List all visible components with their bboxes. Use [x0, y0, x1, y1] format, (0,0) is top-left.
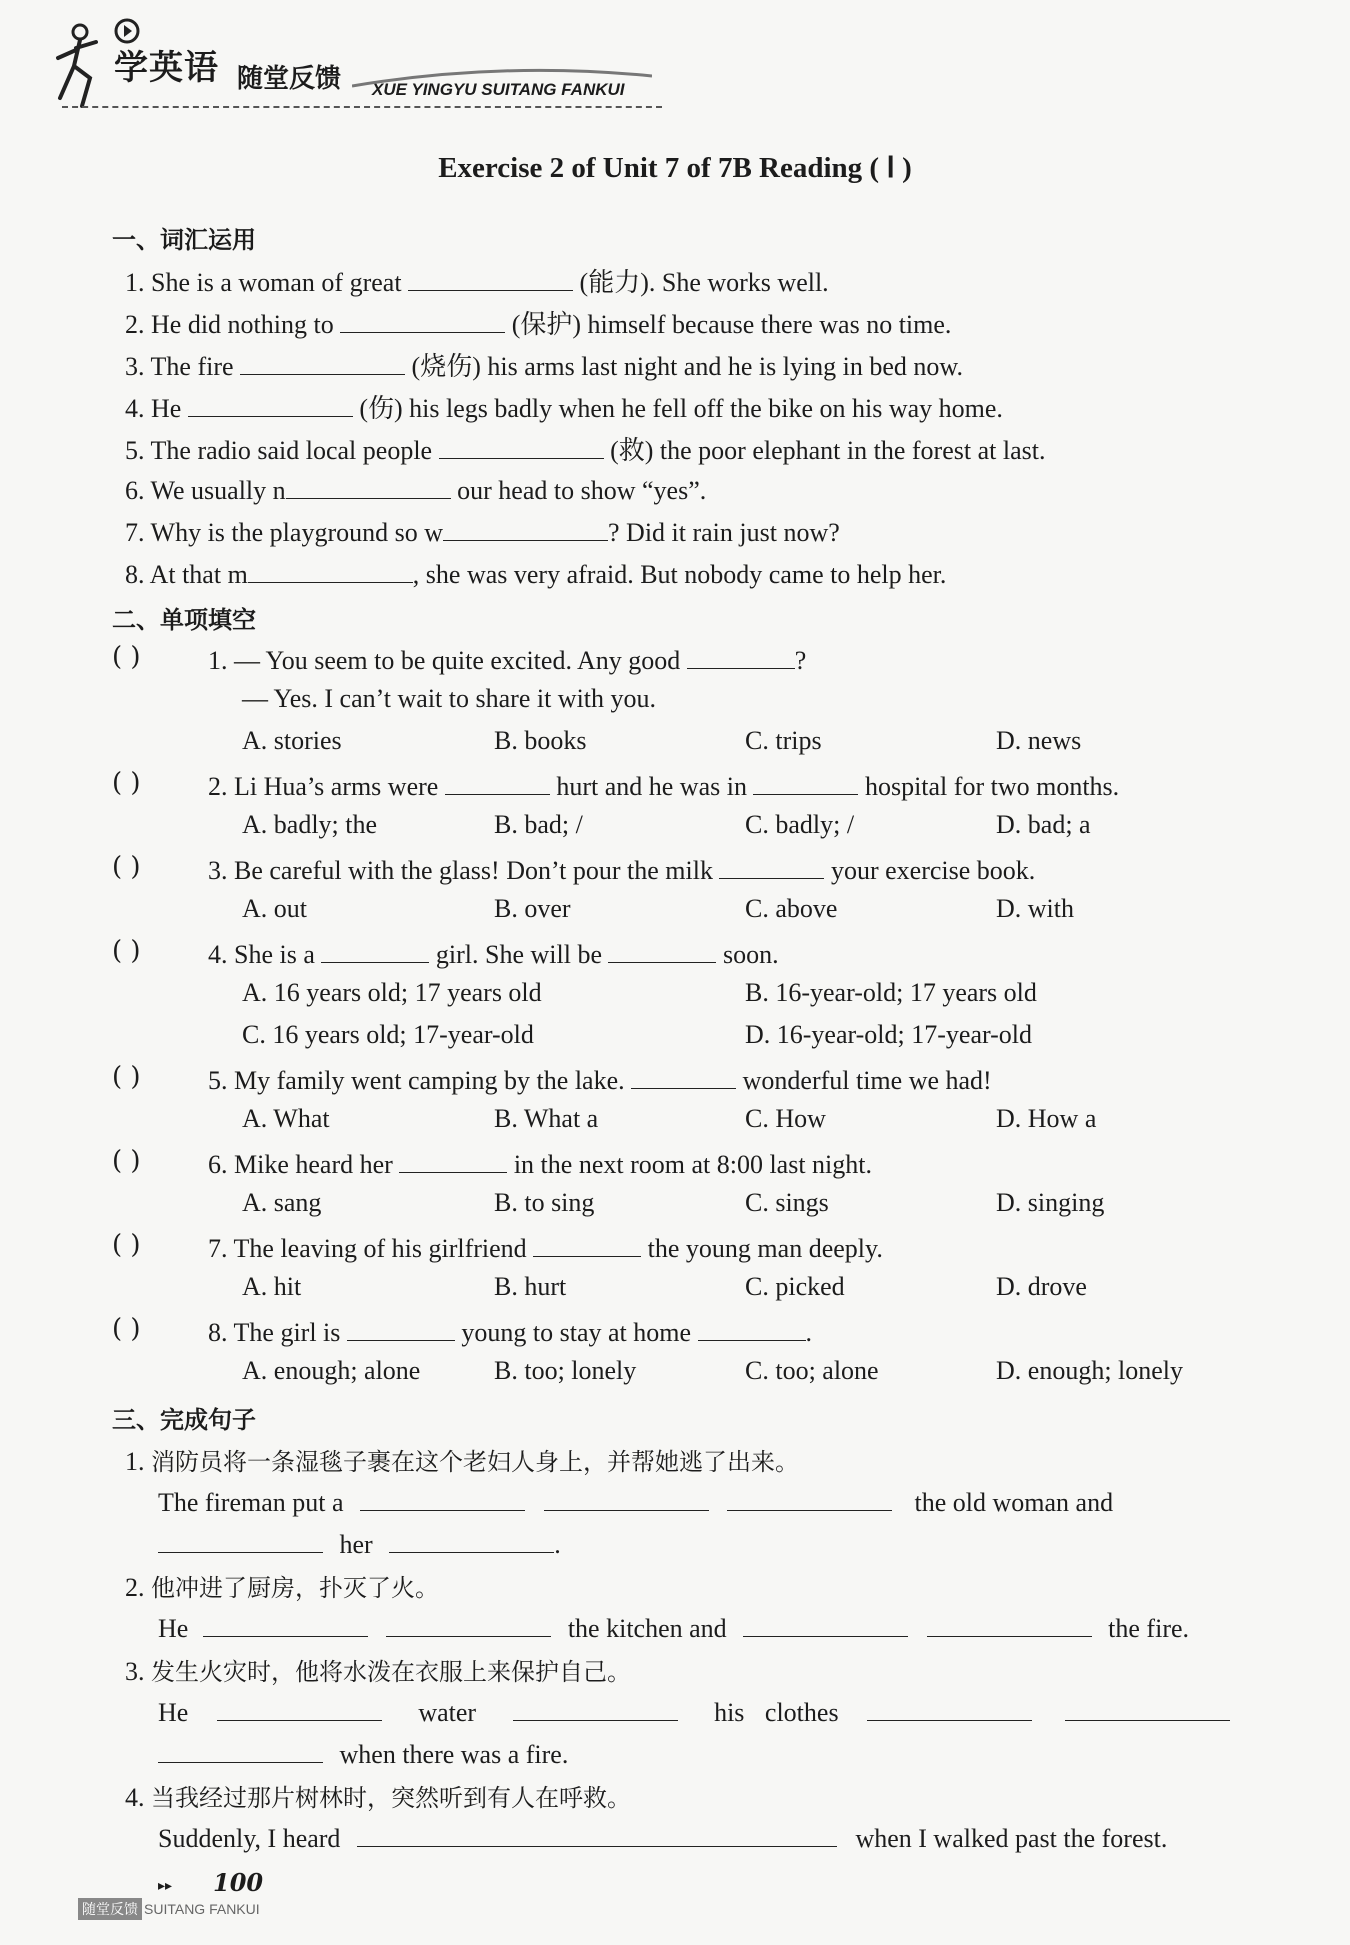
- question-number: 4.: [208, 940, 228, 969]
- footer-brand-english: SUITANG FANKUI: [144, 1901, 260, 1917]
- item-text: our head to show “yes”.: [457, 476, 707, 505]
- vocab-item-1: [125, 262, 829, 299]
- option-c[interactable]: C. picked: [745, 1272, 845, 1301]
- section-heading-multiple-choice: 二、单项填空: [112, 606, 256, 634]
- option-b[interactable]: B. to sing: [494, 1188, 595, 1217]
- mc-question-5: [208, 1062, 992, 1096]
- question-number: 2.: [208, 772, 228, 801]
- sentence-text: when I walked past the forest.: [855, 1824, 1168, 1853]
- sentence-text: when there was a fire.: [339, 1740, 569, 1769]
- chinese-prompt: 消防员将一条湿毯子裹在这个老妇人身上，并帮她逃了出来。: [151, 1448, 799, 1476]
- question-text: The leaving of his girlfriend: [233, 1234, 527, 1263]
- item-text: At that m: [149, 560, 248, 589]
- footer-brand-chinese: 随堂反馈: [78, 1898, 142, 1920]
- question-text: the young man deeply.: [647, 1234, 883, 1263]
- vocab-item-7: [125, 514, 840, 548]
- answer-paren[interactable]: ( ): [112, 1230, 141, 1260]
- answer-blank[interactable]: [443, 514, 608, 541]
- option-d[interactable]: D. singing: [996, 1188, 1105, 1217]
- question-number: 8.: [208, 1318, 228, 1347]
- chinese-prompt: 发生火灾时，他将水泼在衣服上来保护自己。: [151, 1658, 631, 1686]
- answer-blank[interactable]: [533, 1230, 641, 1257]
- mc-question-3: [208, 852, 1035, 886]
- answer-blank[interactable]: [389, 1526, 554, 1553]
- answer-blank[interactable]: [698, 1314, 806, 1341]
- answer-blank[interactable]: [445, 768, 550, 795]
- option-d[interactable]: D. news: [996, 726, 1082, 755]
- sentence-text: the fire.: [1108, 1614, 1190, 1643]
- mc-question-1: [208, 642, 806, 676]
- answer-blank[interactable]: [340, 306, 505, 333]
- chinese-prompt: 当我经过那片树林时，突然听到有人在呼救。: [151, 1784, 631, 1812]
- option-c[interactable]: C. 16 years old; 17-year-old: [242, 1020, 534, 1049]
- item-text: (烧伤) his arms last night and he is lying in bed now.: [411, 352, 964, 381]
- sentence-2-chinese: [125, 1568, 439, 1603]
- sentence-3-english: [158, 1694, 1230, 1728]
- logo-chinese-secondary: 随堂反馈: [237, 64, 342, 94]
- question-text: Be careful with the glass! Don’t pour the milk: [234, 856, 713, 885]
- sentence-4-english: [158, 1820, 1167, 1854]
- runner-logo-icon: [52, 18, 112, 113]
- option-b[interactable]: B. What a: [494, 1104, 599, 1133]
- sentence-1-english-cont: [158, 1526, 561, 1560]
- question-text: — You seem to be quite excited. Any good: [234, 646, 681, 675]
- page-number: 100: [213, 1868, 264, 1897]
- sentence-1-chinese: [125, 1442, 799, 1477]
- item-number: 7.: [125, 518, 145, 547]
- swoosh-decoration: [352, 66, 652, 96]
- item-number: 2.: [125, 1573, 145, 1602]
- option-c[interactable]: C. sings: [745, 1188, 829, 1217]
- option-a[interactable]: A. out: [242, 894, 307, 923]
- sentence-text: the kitchen and: [567, 1614, 727, 1643]
- sentence-text: He: [158, 1614, 189, 1643]
- answer-blank[interactable]: [399, 1146, 507, 1173]
- item-text: , she was very afraid. But nobody came to help her.: [412, 560, 947, 589]
- item-text: (伤) his legs badly when he fell off the bike on his way home.: [359, 394, 1003, 423]
- option-b[interactable]: B. over: [494, 894, 571, 923]
- answer-blank[interactable]: [321, 936, 429, 963]
- answer-blank[interactable]: [544, 1484, 709, 1511]
- mc-question-8: [208, 1314, 812, 1348]
- page-title: Exercise 2 of Unit 7 of 7B Reading ( Ⅰ ): [438, 152, 912, 184]
- answer-blank[interactable]: [347, 1314, 455, 1341]
- question-number: 5.: [208, 1066, 228, 1095]
- mc-question-7: [208, 1230, 883, 1264]
- question-text: .: [805, 1318, 813, 1347]
- answer-blank[interactable]: [743, 1610, 908, 1637]
- arrow-icon: ▸▸: [158, 1878, 173, 1894]
- vocab-item-4: [125, 388, 1003, 425]
- option-b[interactable]: B. bad; /: [494, 810, 583, 839]
- answer-paren[interactable]: ( ): [112, 768, 141, 798]
- question-text: She is a: [234, 940, 315, 969]
- item-number: 1.: [125, 268, 145, 297]
- answer-paren[interactable]: ( ): [112, 1062, 141, 1092]
- answer-blank[interactable]: [727, 1484, 892, 1511]
- question-text: wonderful time we had!: [742, 1066, 992, 1095]
- sentence-2-english: [158, 1610, 1189, 1644]
- question-text: hurt and he was in: [556, 772, 747, 801]
- sentence-1-english: [158, 1484, 1113, 1518]
- item-text: The fire: [150, 352, 234, 381]
- sentence-text: Suddenly, I heard: [158, 1824, 341, 1853]
- option-a[interactable]: A. 16 years old; 17 years old: [242, 978, 542, 1007]
- vocab-item-6: [125, 472, 706, 506]
- item-number: 1.: [125, 1447, 145, 1476]
- question-number: 7.: [208, 1234, 228, 1263]
- sentence-text: .: [554, 1530, 561, 1559]
- answer-blank[interactable]: [1065, 1694, 1230, 1721]
- answer-blank[interactable]: [927, 1610, 1092, 1637]
- sentence-text: his clothes: [714, 1698, 839, 1727]
- answer-blank[interactable]: [753, 768, 858, 795]
- question-text: soon.: [722, 940, 779, 969]
- footer-brand: [78, 1898, 260, 1920]
- answer-blank[interactable]: [719, 852, 824, 879]
- logo-chinese: 学英语: [114, 48, 219, 88]
- answer-blank[interactable]: [188, 390, 353, 417]
- answer-blank[interactable]: [158, 1526, 323, 1553]
- item-number: 5.: [125, 436, 145, 465]
- answer-blank[interactable]: [286, 472, 451, 499]
- vocab-item-2: [125, 304, 951, 341]
- option-a[interactable]: A. What: [242, 1104, 330, 1133]
- mc-question-2: [208, 768, 1119, 802]
- sentence-text: The fireman put a: [158, 1488, 344, 1517]
- section-heading-vocabulary: 一、词汇运用: [112, 226, 256, 254]
- option-c[interactable]: C. badly; /: [745, 810, 855, 839]
- item-text: We usually n: [150, 476, 286, 505]
- question-text: young to stay at home: [461, 1318, 692, 1347]
- question-text: ?: [794, 646, 807, 675]
- option-d[interactable]: D. bad; a: [996, 810, 1091, 839]
- answer-paren[interactable]: ( ): [112, 1314, 141, 1344]
- item-number: 3.: [125, 352, 145, 381]
- answer-paren[interactable]: ( ): [112, 936, 141, 966]
- item-text: He did nothing to: [151, 310, 334, 339]
- item-text: Why is the playground so w: [150, 518, 443, 547]
- sentence-text: her: [339, 1530, 373, 1559]
- option-a[interactable]: A. sang: [242, 1188, 322, 1217]
- option-c[interactable]: C. How: [745, 1104, 826, 1133]
- item-number: 2.: [125, 310, 145, 339]
- option-a[interactable]: A. enough; alone: [242, 1356, 421, 1385]
- question-number: 6.: [208, 1150, 228, 1179]
- answer-paren[interactable]: ( ): [112, 1146, 141, 1176]
- question-text: The girl is: [233, 1318, 341, 1347]
- item-text: (能力). She works well.: [579, 268, 829, 297]
- logo-english: XUE YINGYU SUITANG FANKUI: [372, 80, 625, 99]
- item-text: He: [151, 394, 182, 423]
- option-d[interactable]: D. enough; lonely: [996, 1356, 1184, 1385]
- item-text: ? Did it rain just now?: [608, 518, 840, 547]
- answer-blank[interactable]: [408, 264, 573, 291]
- sentence-4-chinese: [125, 1778, 631, 1813]
- item-number: 6.: [125, 476, 145, 505]
- answer-blank[interactable]: [867, 1694, 1032, 1721]
- page-header: [52, 18, 662, 113]
- sentence-text: water: [418, 1698, 477, 1727]
- item-text: The radio said local people: [150, 436, 433, 465]
- question-text: your exercise book.: [830, 856, 1036, 885]
- option-a[interactable]: A. hit: [242, 1272, 302, 1301]
- answer-blank[interactable]: [608, 936, 716, 963]
- option-b[interactable]: B. 16-year-old; 17 years old: [745, 978, 1037, 1007]
- question-number: 3.: [208, 856, 228, 885]
- answer-blank[interactable]: [357, 1820, 837, 1847]
- item-number: 8.: [125, 560, 145, 589]
- item-number: 3.: [125, 1657, 145, 1686]
- header-divider: [62, 106, 662, 108]
- question-text: in the next room at 8:00 last night.: [513, 1150, 873, 1179]
- item-text: (保护) himself because there was no time.: [511, 310, 952, 339]
- vocab-item-8: [125, 556, 946, 590]
- mc-question-4: [208, 936, 779, 970]
- option-d[interactable]: D. with: [996, 894, 1074, 923]
- option-b[interactable]: B. books: [494, 726, 587, 755]
- answer-blank[interactable]: [631, 1062, 736, 1089]
- answer-blank[interactable]: [240, 348, 405, 375]
- answer-blank[interactable]: [217, 1694, 382, 1721]
- item-number: 4.: [125, 394, 145, 423]
- section-heading-complete-sentences: 三、完成句子: [112, 1406, 256, 1434]
- option-a[interactable]: A. stories: [242, 726, 342, 755]
- answer-blank[interactable]: [513, 1694, 678, 1721]
- item-text: She is a woman of great: [151, 268, 402, 297]
- option-d[interactable]: D. drove: [996, 1272, 1087, 1301]
- option-d[interactable]: D. How a: [996, 1104, 1097, 1133]
- option-a[interactable]: A. badly; the: [242, 810, 378, 839]
- option-b[interactable]: B. hurt: [494, 1272, 567, 1301]
- question-text: My family went camping by the lake.: [234, 1066, 625, 1095]
- option-d[interactable]: D. 16-year-old; 17-year-old: [745, 1020, 1033, 1049]
- question-text: hospital for two months.: [864, 772, 1120, 801]
- answer-blank[interactable]: [203, 1610, 368, 1637]
- answer-blank[interactable]: [360, 1484, 525, 1511]
- question-text: Mike heard her: [234, 1150, 393, 1179]
- mc-question-1-reply: — Yes. I can’t wait to share it with you.: [242, 684, 657, 713]
- vocab-item-3: [125, 346, 963, 383]
- sentence-text: the old woman and: [914, 1488, 1114, 1517]
- answer-paren[interactable]: ( ): [112, 642, 141, 672]
- question-text: girl. She will be: [435, 940, 602, 969]
- vocab-item-5: [125, 430, 1045, 467]
- option-c[interactable]: C. trips: [745, 726, 822, 755]
- item-text: (救) the poor elephant in the forest at last.: [610, 436, 1046, 465]
- mc-question-6: [208, 1146, 872, 1180]
- question-text: Li Hua’s arms were: [234, 772, 439, 801]
- option-c[interactable]: C. too; alone: [745, 1356, 879, 1385]
- answer-blank[interactable]: [248, 556, 413, 583]
- sentence-3-english-cont: [158, 1736, 568, 1770]
- chinese-prompt: 他冲进了厨房，扑灭了火。: [151, 1574, 439, 1602]
- answer-blank[interactable]: [386, 1610, 551, 1637]
- option-b[interactable]: B. too; lonely: [494, 1356, 637, 1385]
- sentence-text: He: [158, 1698, 189, 1727]
- sentence-3-chinese: [125, 1652, 631, 1687]
- item-number: 4.: [125, 1783, 145, 1812]
- answer-blank[interactable]: [439, 432, 604, 459]
- option-c[interactable]: C. above: [745, 894, 838, 923]
- answer-paren[interactable]: ( ): [112, 852, 141, 882]
- answer-blank[interactable]: [687, 642, 795, 669]
- question-number: 1.: [208, 646, 228, 675]
- answer-blank[interactable]: [158, 1736, 323, 1763]
